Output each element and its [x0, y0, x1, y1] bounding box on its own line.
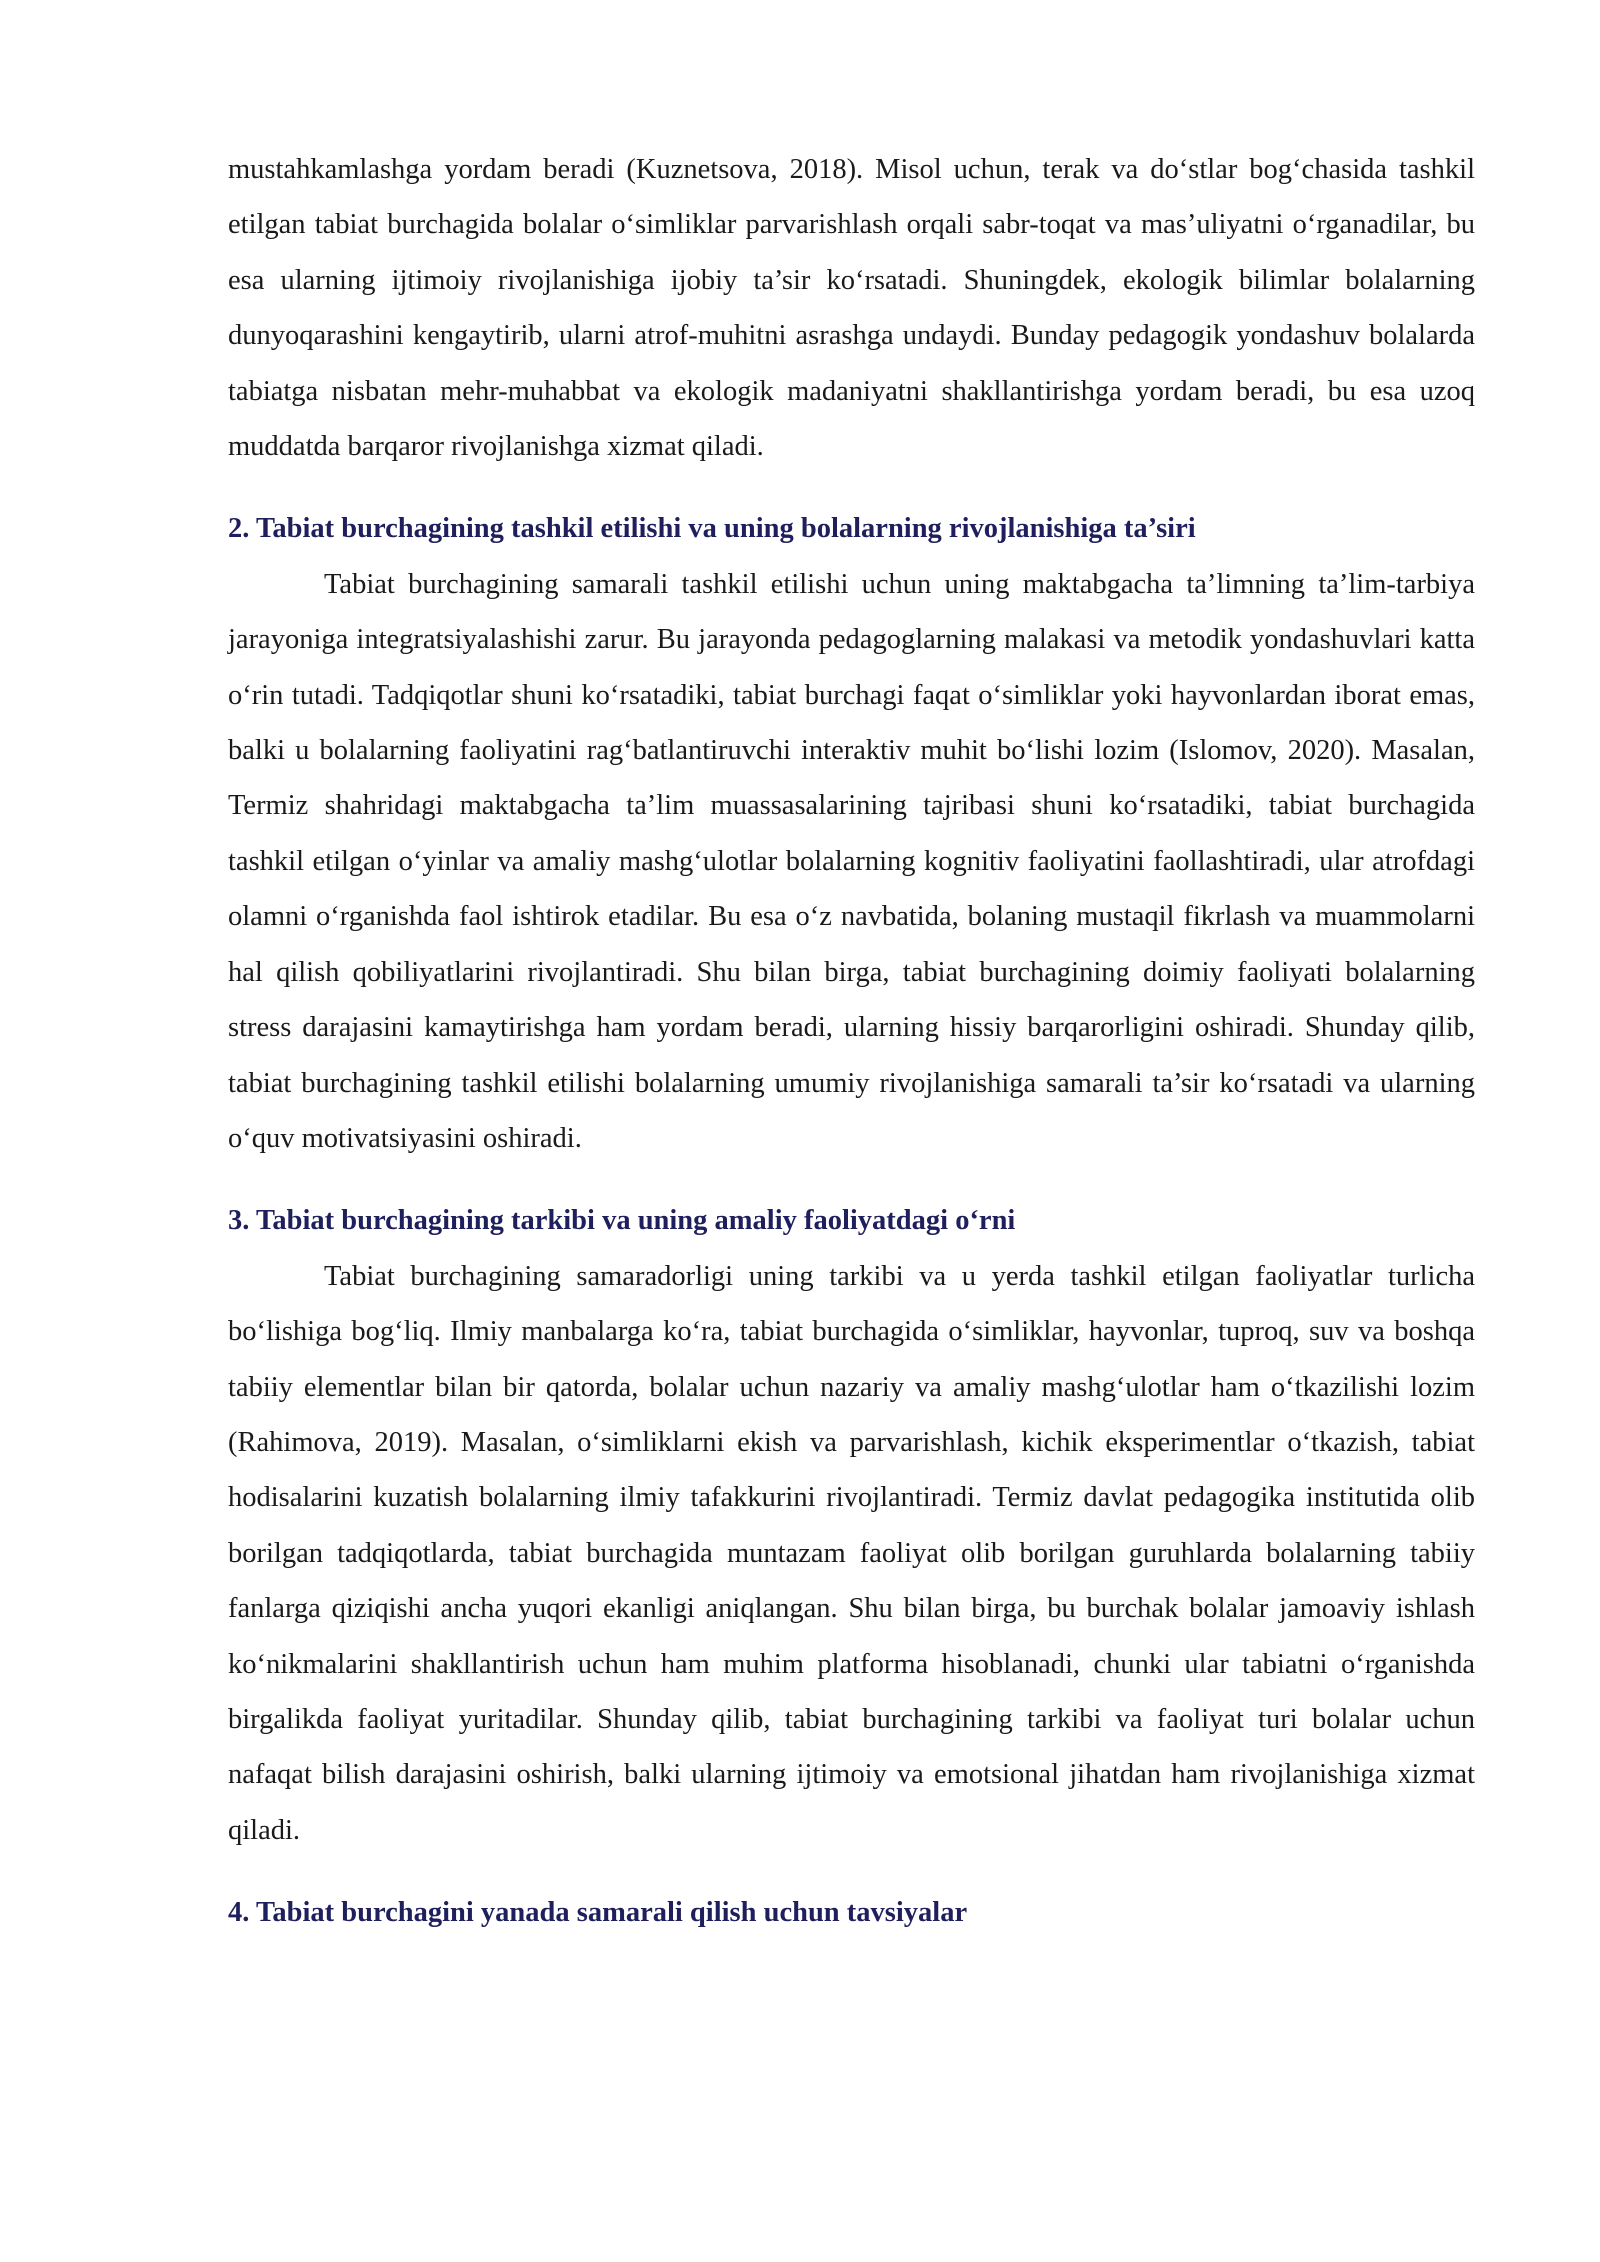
section-3-heading: 3. Tabiat burchagining tarkibi va uning amaliy faoliyatdagi o‘rni [228, 1205, 1016, 1237]
section-3-paragraph: Tabiat burchagining samaradorligi uning tarkibi va u yerda tashkil etilgan faoliyatlar turlicha bo‘lishiga bog‘liq. Ilmiy manbalarga ko‘ra, tabiat burchagida o‘simliklar, hayvonlar, tuproq, suv va boshqa tabiiy elementlar bilan bir qatorda, bolalar uchun nazariy va amaliy mashg‘ulotlar ham o‘tkazilishi lozim (Rahimova, 2019). Masalan, o‘simliklarni ekish va parvarishlash, kichik eksperimentlar o‘tkazish, tabiat hodisalarini kuzatish bolalarning ilmiy tafakkurini rivojlantiradi. Termiz davlat pedagogika institutida olib borilgan tadqiqotlarda, tabiat burchagida muntazam faoliyat olib borilgan guruhlarda bolalarning tabiiy fanlarga qiziqishi ancha yuqori ekanligi aniqlangan. Shu bilan birga, bu burchak bolalar jamoaviy ishlash ko‘nikmalarini shakllantirish uchun ham muhim platforma hisoblanadi, chunki ular tabiatni o‘rganishda birgalikda faoliyat yuritadilar. Shunday qilib, tabiat burchagining tarkibi va faoliyat turi bolalar uchun nafaqat bilish darajasini oshirish, balki ularning ijtimoiy va emotsional jihatdan ham rivojlanishiga xizmat qiladi. [228, 1260, 1475, 1846]
section-4-heading: 4. Tabiat burchagini yanada samarali qilish uchun tavsiyalar [228, 1897, 968, 1929]
intro-paragraph: mustahkamlashga yordam beradi (Kuznetsova, 2018). Misol uchun, terak va do‘stlar bog‘chasida tashkil etilgan tabiat burchagida bolalar o‘simliklar parvarishlash orqali sabr-toqat va mas’uliyatni o‘rganadilar, bu esa ularning ijtimoiy rivojlanishiga ijobiy ta’sir ko‘rsatadi. Shuningdek, ekologik bilimlar bolalarning dunyoqarashini kengaytirib, ularni atrof-muhitni asrashga undaydi. Bunday pedagogik yondashuv bolalarda tabiatga nisbatan mehr-muhabbat va ekologik madaniyatni shakllantirishga yordam beradi, bu esa uzoq muddatda barqaror rivojlanishga xizmat qiladi. [228, 154, 1475, 463]
section-gap [228, 1858, 1475, 1885]
section-gap [228, 474, 1475, 501]
section-2-heading: 2. Tabiat burchagining tashkil etilishi va uning bolalarning rivojlanishiga ta’siri [228, 513, 1196, 545]
section-2-paragraph: Tabiat burchagining samarali tashkil etilishi uchun uning maktabgacha ta’limning ta’lim-tarbiya jarayoniga integratsiyalashishi zarur. Bu jarayonda pedagoglarning malakasi va metodik yondashuvlari katta o‘rin tutadi. Tadqiqotlar shuni ko‘rsatadiki, tabiat burchagi faqat o‘simliklar yoki hayvonlardan iborat emas, balki u bolalarning faoliyatini rag‘batlantiruvchi interaktiv muhit bo‘lishi lozim (Islomov, 2020). Masalan, Termiz shahridagi maktabgacha ta’lim muassasalarining tajribasi shuni ko‘rsatadiki, tabiat burchagida tashkil etilgan o‘yinlar va amaliy mashg‘ulotlar bolalarning kognitiv faoliyatini faollashtiradi, ular atrofdagi olamni o‘rganishda faol ishtirok etadilar. Bu esa o‘z navbatida, bolaning mustaqil fikrlash va muammolarni hal qilish qobiliyatlarini rivojlantiradi. Shu bilan birga, tabiat burchagining doimiy faoliyati bolalarning stress darajasini kamaytirishga ham yordam beradi, ularning hissiy barqarorligini oshiradi. Shunday qilib, tabiat burchagining tashkil etilishi bolalarning umumiy rivojlanishiga samarali ta’sir ko‘rsatadi va ularning o‘quv motivatsiyasini oshiradi. [228, 568, 1475, 1154]
document-page [228, 142, 1475, 1941]
section-gap [228, 1166, 1475, 1193]
